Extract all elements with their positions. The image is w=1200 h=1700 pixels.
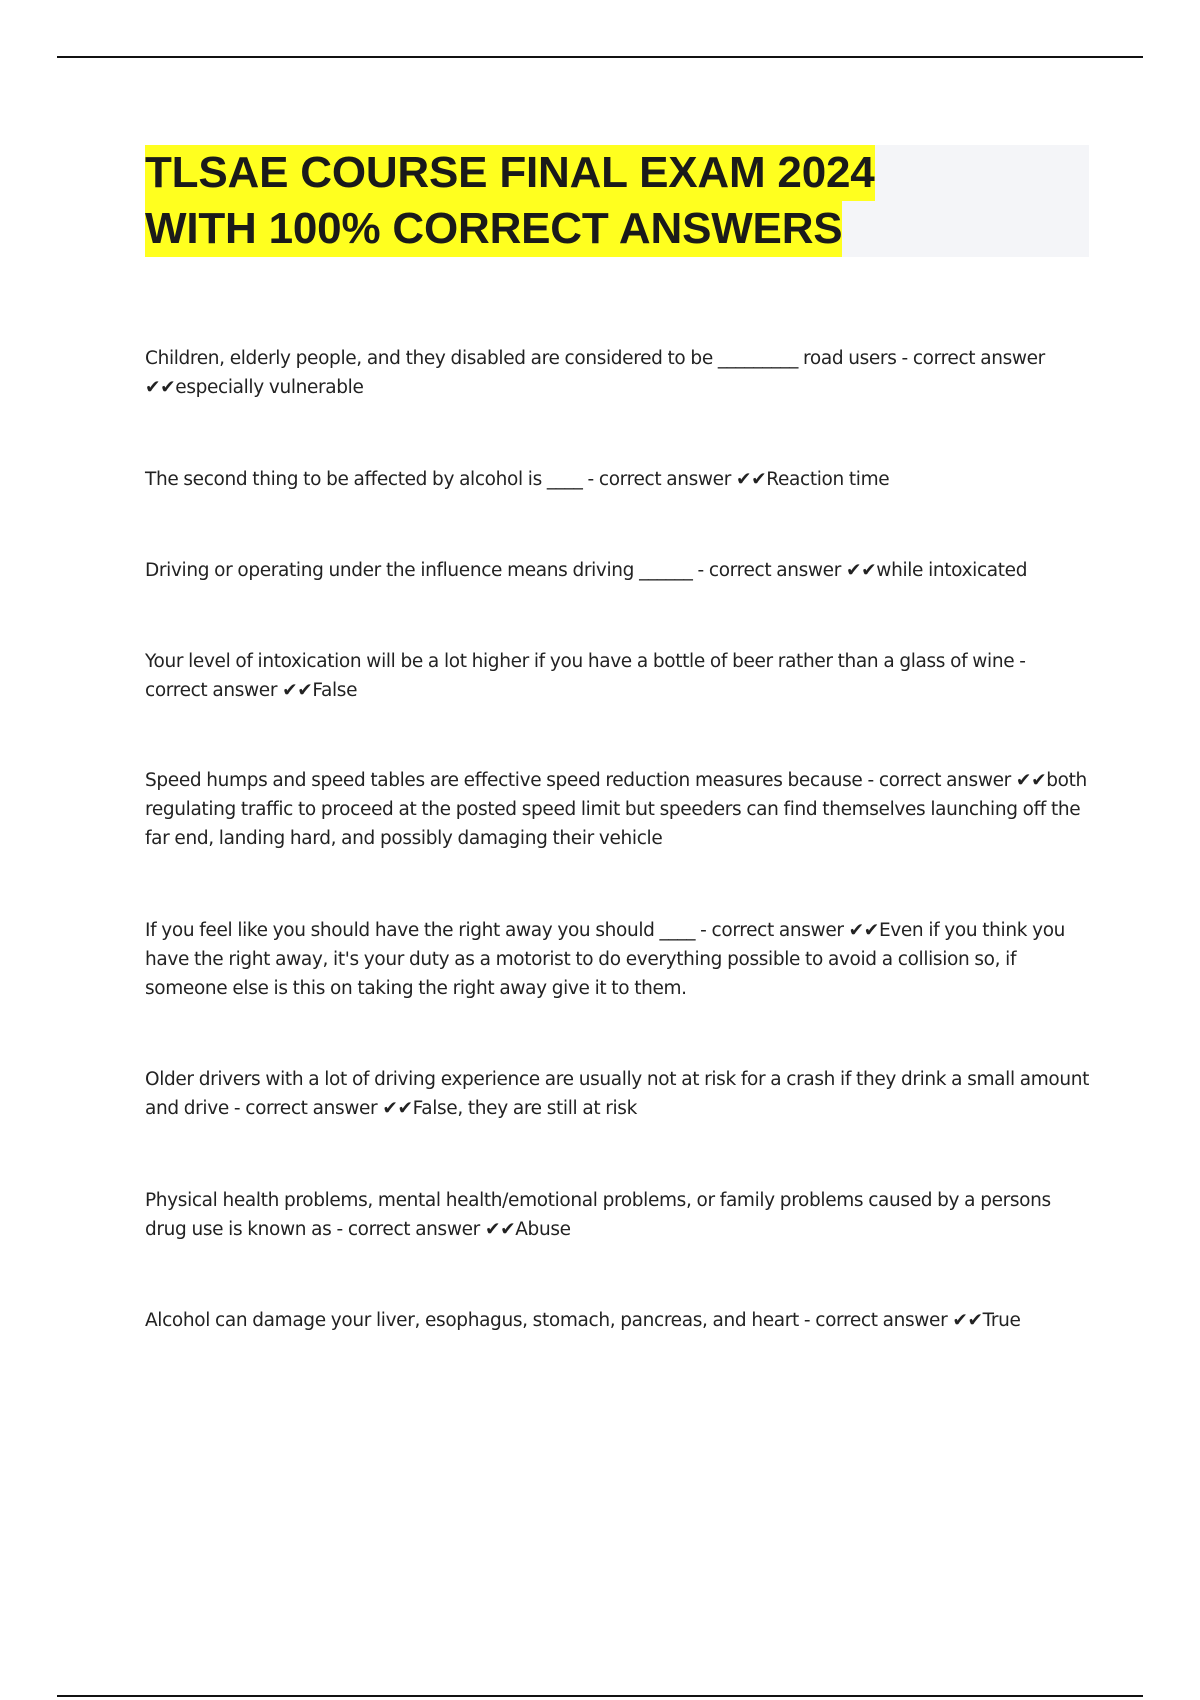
qa-item: Children, elderly people, and they disabled are considered to be _________ road users - correct answer ✔✔especially vulnerable bbox=[145, 348, 1045, 398]
document-title bbox=[145, 145, 1089, 257]
qa-item: The second thing to be affected by alcohol is ____ - correct answer ✔✔Reaction time bbox=[145, 469, 890, 490]
title-line-1: TLSAE COURSE FINAL EXAM 2024 bbox=[145, 145, 875, 201]
qa-item: Your level of intoxication will be a lot higher if you have a bottle of beer rather than a glass of wine - correct answer ✔✔False bbox=[145, 651, 1026, 701]
qa-item: Older drivers with a lot of driving experience are usually not at risk for a crash if they drink a small amount and drive - correct answer ✔✔False, they are still at risk bbox=[145, 1069, 1090, 1119]
title-line-2: WITH 100% CORRECT ANSWERS bbox=[145, 201, 842, 257]
top-rule bbox=[57, 56, 1143, 58]
qa-item: Alcohol can damage your liver, esophagus, stomach, pancreas, and heart - correct answer ✔✔True bbox=[145, 1310, 1021, 1331]
qa-item: Physical health problems, mental health/emotional problems, or family problems caused by a persons drug use is known as - correct answer ✔✔Abuse bbox=[145, 1190, 1051, 1240]
bottom-rule bbox=[57, 1695, 1143, 1697]
qa-item: If you feel like you should have the right away you should ____ - correct answer ✔✔Even if you think you have the right away, it's your duty as a motorist to do everything possible to avoid a collision so, if someone else is this on taking the right away give it to them. bbox=[145, 920, 1066, 999]
qa-item: Speed humps and speed tables are effective speed reduction measures because - correct answer ✔✔both regulating traffic to proceed at the posted speed limit but speeders can find themselves launching off the far end, landing hard, and possibly damaging their vehicle bbox=[145, 770, 1087, 849]
qa-item: Driving or operating under the influence means driving ______ - correct answer ✔✔while intoxicated bbox=[145, 560, 1028, 581]
